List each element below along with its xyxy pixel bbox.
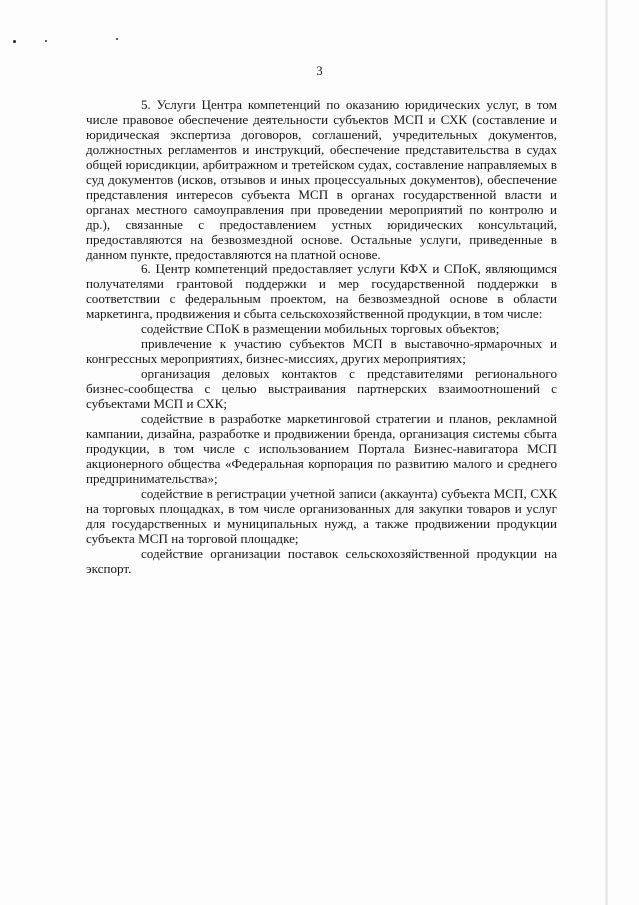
list-item: привлечение к участию субъектов МСП в выставочно-ярмарочных и конгрессных мероприятиях, бизнес-миссиях, других мероприятиях; [86, 336, 557, 367]
scan-speck [13, 40, 16, 43]
scan-speck [45, 40, 47, 42]
scan-edge-shadow [605, 0, 608, 905]
list-item: содействие в разработке маркетинговой стратегии и планов, рекламной кампании, дизайна, разработке и продвижении бренда, организация системы сбыта продукции, в том числе с использованием Портала Бизнес-навигатора МСП акционерного общества «Федеральная корпорация по развитию малого и среднего предпринимательства»; [86, 411, 557, 486]
list-item: содействие организации поставок сельскохозяйственной продукции на экспорт. [86, 545, 557, 576]
list-item: содействие в регистрации учетной записи (аккаунта) субъекта МСП, СХК на торговых площадках, в том числе организованных для закупки товаров и услуг для государственных и муниципальных нужд, а также продвижении продукции субъекта МСП на торговой площадке; [86, 485, 557, 546]
list-item: содействие СПоК в размещении мобильных торговых объектов; [141, 321, 500, 337]
page-number: 3 [316, 64, 323, 78]
list-item: организация деловых контактов с представителями регионального бизнес-сообщества с целью выстраивания партнерских взаимоотношений с субъектами МСП и СХК; [86, 366, 557, 412]
scan-speck [116, 38, 118, 40]
paragraph-item-5: 5. Услуги Центра компетенций по оказанию юридических услуг, в том числе правовое обеспечение деятельности субъектов МСП и СХК (составление и юридическая экспертиза договоров, соглашений, учредительных документов, должностных регламентов и инструкций, обеспечение представительства в судах общей юрисдикции, арбитражном и третейском судах, составление направляемых в суд документов (исков, отзывов и иных процессуальных документов), обеспечение представления интересов субъекта МСП в органах государственной власти и органах местного самоуправления при проведении мероприятий по контролю и др.), связанные с предоставлением устных юридических консультаций, предоставляются на безвозмездной основе. Остальные услуги, приведенные в данном пункте, предоставляются на платной основе. [86, 97, 557, 262]
paragraph-item-6: 6. Центр компетенций предоставляет услуги КФХ и СПоК, являющимся получателями грантовой поддержки и мер государственной поддержки в соответствии с федеральным проектом, на безвозмездной основе в области маркетинга, продвижения и сбыта сельскохозяйственной продукции, в том числе: [86, 261, 557, 322]
document-body [86, 98, 557, 577]
